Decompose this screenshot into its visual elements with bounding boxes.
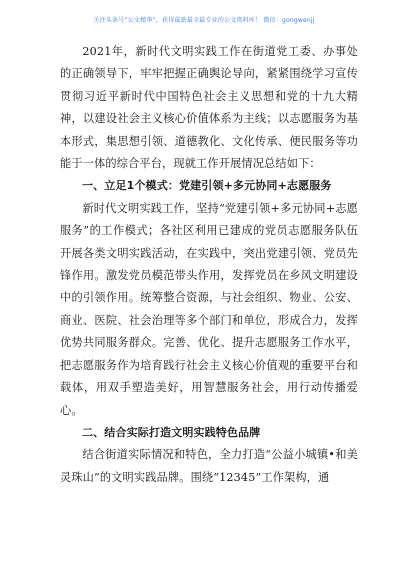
intro-paragraph: 2021年，新时代文明实践工作在街道党工委、办事处的正确领导下，牢牢把握正确舆论导向，紧紧围绕学习宣传贯彻习近平新时代中国特色社会主义思想和党的十九大精神，以建设社会主义核心价值体系为主线；以志愿服务为基本形式，集思想引领、道德教化、文化传承、便民服务等功能于一体的综合平台，现就工作开展情况总结如下： — [60, 45, 358, 171]
section-heading-1: 一、立足1个模式：党建引领+多元协同+志愿服务 — [82, 179, 332, 193]
top-banner: 关注头条号“公文精华”，获得最新最全最专业的公文资料库！ 微信：gongwenjj — [93, 17, 315, 24]
document-body — [60, 41, 358, 489]
section-heading-2: 二、结合实际打造文明实践特色品牌 — [82, 425, 261, 439]
section-2-paragraph: 结合街道实际情况和特色，全力打造“公益小城镇•和美灵珠山”的文明实践品牌。围绕“12345”工作架构，通 — [60, 448, 358, 484]
section-1-paragraph: 新时代文明实践工作，坚持“党建引领+多元协同+志愿服务”的工作模式；各社区利用已建成的党员志愿服务队伍开展各类文明实践活动，在实践中，突出党建引领、党员先锋作用。激发党员模范带头作用，发挥党员在乡风文明建设中的引领作用。统筹整合资源，与社会组织、物业、公安、商业、医院、社会治理等多个部门和单位，形成合力，发挥优势共同服务群众。完善、优化、提升志愿服务工作水平，把志愿服务作为培育践行社会主义核心价值观的重要平台和载体，用双手塑造美好，用智慧服务社会，用行动传播爱心。 — [60, 201, 358, 417]
